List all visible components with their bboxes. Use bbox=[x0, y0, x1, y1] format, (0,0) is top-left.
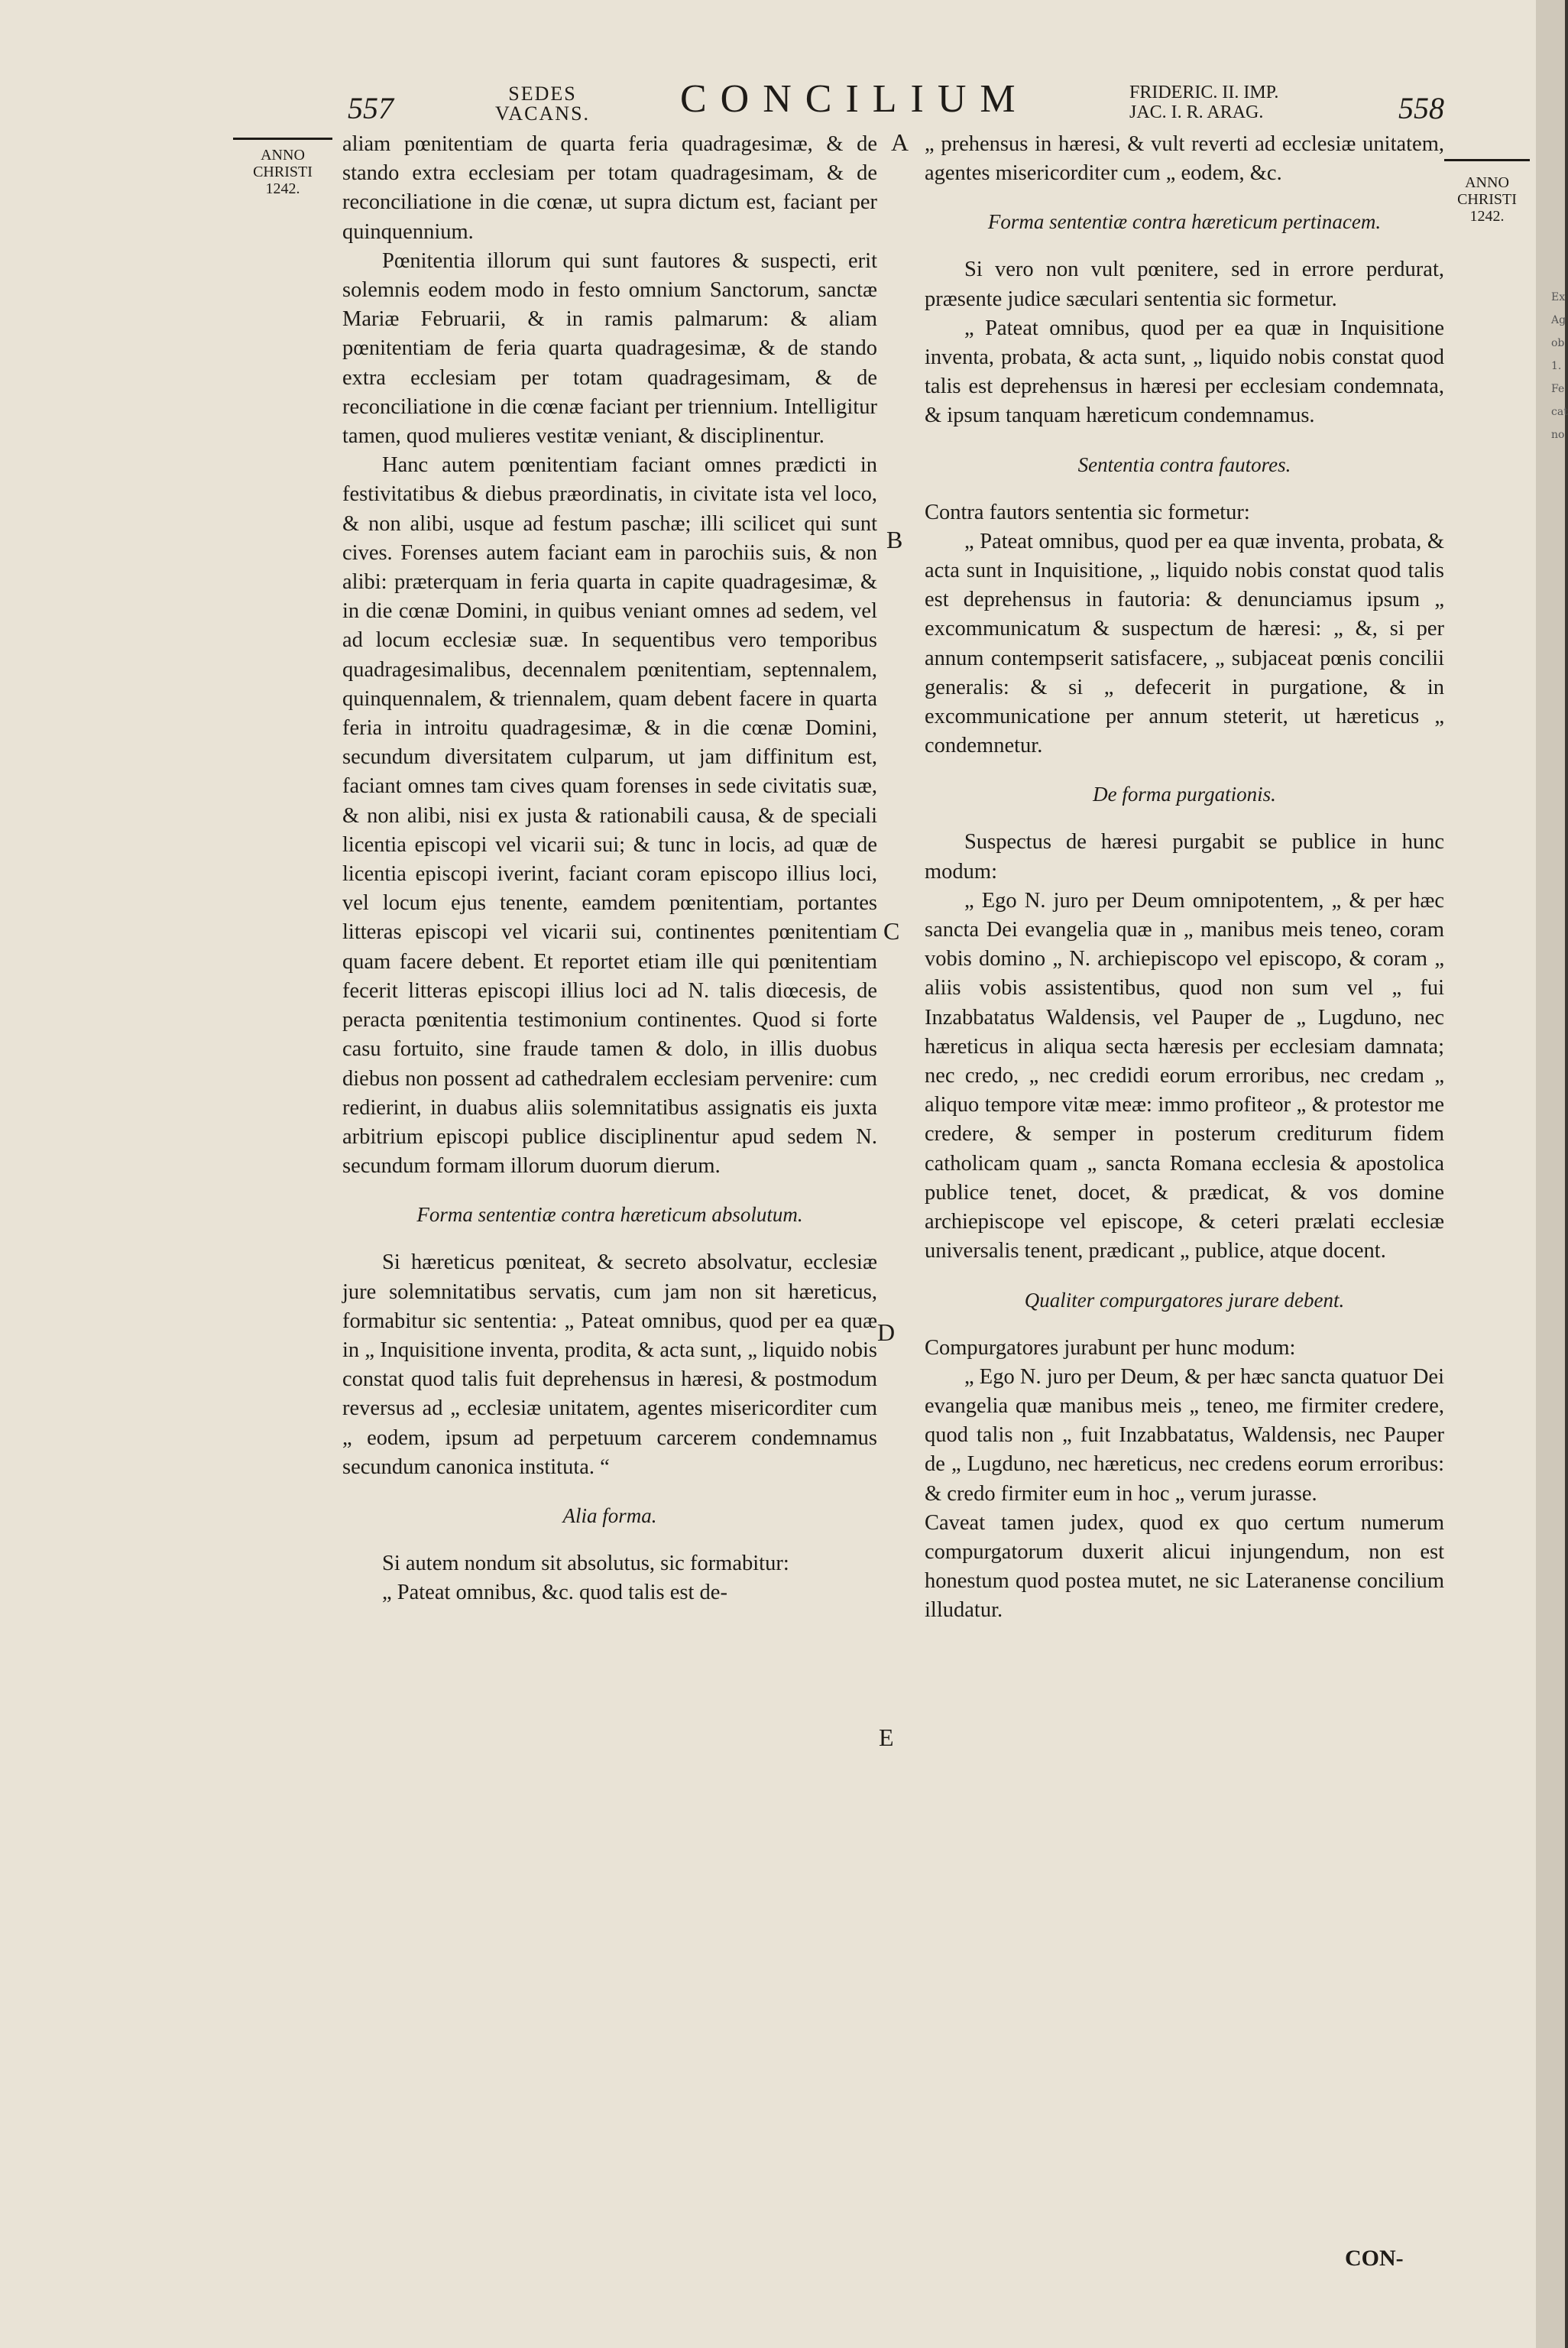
catchword: CON- bbox=[1345, 2246, 1404, 2271]
paragraph: „ Pateat omnibus, quod per ea quæ inventa, probata, & acta sunt in Inquisitione, „ liquido nobis constat quod talis est deprehensus in fautoria: & denunciamus ipsum „ excommunicatum & suspectum de hæresi: „ &, si per annum contempserit satisfacere, „ subjaceat pœnis concilii generalis: & si „ defecerit in purgatione, & in excommunicatione per annum steterit, ut hæreticus „ condemnetur. bbox=[925, 529, 1444, 758]
paragraph: „ Ego N. juro per Deum omnipotentem, „ & per hæc sancta Dei evangelia quæ in „ manibus meis teneo, coram vobis domino „ N. archiepiscopo vel episcopo, & coram „ aliis vobis assistentibus, quod non sum vel „ fui Inzabbatatus Waldensis, vel Pauper de „ Lugduno, nec hæreticus in aliqua secta hæresis per ecclesiam damnata; nec credo, „ nec credidi eorum erroribus, nec credam „ aliquo tempore vitæ meæ: immo profiteor „ & protestor me credere, & semper in posterum crediturum fidem catholicam quam „ sancta Romana ecclesia & apostolica publice tenet, docet, & prædicat, & vos domine archiepiscope vel episcope, & ceteri prælati ecclesiæ universalis tenent, prædicant „ publice, atque docent. bbox=[925, 888, 1444, 1263]
paragraph: Caveat tamen judex, quod ex quo certum numerum compurgatorum duxerit alicui injungendum, non est honestum quod postea mutet, ne sic Lateranense concilium illudatur. bbox=[925, 1510, 1444, 1623]
paragraph: Pœnitentia illorum qui sunt fautores & suspecti, erit solemnis eodem modo in festo omnium Sanctorum, sanctæ Mariæ Februarii, & in ramis palmarum: & aliam pœnitentiam de feria quarta quadragesimæ, & de stando extra ecclesiam per totam quadragesimam, & de reconciliatione in die cœnæ faciant per triennium. Intelligitur tamen, quod mulieres vestitæ veniant, & disciplinentur. bbox=[342, 248, 877, 449]
right-header-line-1: FRIDERIC. II. IMP. bbox=[1129, 83, 1279, 102]
edge-fragment: Ex bbox=[1551, 291, 1566, 303]
edge-fragment: ob bbox=[1551, 337, 1565, 349]
paragraph: Compurgatores jurabunt per hunc modum: bbox=[925, 1335, 1296, 1360]
margin-anno: ANNO bbox=[261, 147, 305, 164]
paragraph: Si autem nondum sit absolutus, sic formabitur: bbox=[382, 1551, 789, 1575]
margin-christi: CHRISTI bbox=[1457, 191, 1517, 208]
margin-rule-right bbox=[1444, 159, 1530, 161]
running-title: CONCILIUM bbox=[680, 77, 1029, 121]
paragraph: „ Ego N. juro per Deum, & per hæc sancta quatuor Dei evangelia quæ manibus meis „ teneo, me firmiter credere, quod talis non „ fuit Inzabbatatus, Waldensis, nec Pauper de „ Lugduno, nec hæreticus, nec credens eorum erroribus: & credo firmiter eum in hoc „ verum jurasse. bbox=[925, 1364, 1444, 1506]
margin-year: 1242. bbox=[265, 180, 300, 197]
margin-christi: CHRISTI bbox=[253, 164, 313, 180]
sede-line-2: VACANS. bbox=[494, 102, 591, 125]
paragraph: „ prehensus in hæresi, & vult reverti ad ecclesiæ unitatem, agentes misericorditer cum „ eodem, &c. bbox=[925, 132, 1444, 186]
sede-line-1: SEDES bbox=[508, 83, 577, 105]
edge-fragment: cat bbox=[1551, 406, 1568, 418]
edge-fragment: Ag bbox=[1551, 314, 1566, 326]
paragraph: aliam pœnitentiam de quarta feria quadragesimæ, & de stando extra ecclesiam per totam quadragesimam, & de reconciliatione in die cœnæ, ut supra dictum est, faciant per quinquennium. bbox=[342, 132, 877, 244]
section-heading: Forma sententiæ contra hæreticum absolutum. bbox=[416, 1203, 803, 1227]
section-letter-a: A bbox=[891, 128, 909, 156]
page-number-left: 557 bbox=[348, 91, 394, 125]
running-header-right bbox=[1129, 83, 1278, 122]
section-heading: Qualiter compurgatores jurare debent. bbox=[1024, 1288, 1345, 1312]
section-heading: De forma purgationis. bbox=[1093, 783, 1276, 806]
margin-note-right bbox=[1444, 174, 1530, 225]
section-heading: Sententia contra fautores. bbox=[1077, 452, 1291, 476]
section-letter-e: E bbox=[879, 1724, 894, 1751]
paragraph: Suspectus de hæresi purgabit se publice in hunc modum: bbox=[925, 830, 1444, 884]
margin-year: 1242. bbox=[1469, 208, 1505, 225]
section-heading: Forma sententiæ contra hæreticum pertinacem. bbox=[987, 210, 1382, 234]
edge-fragment: no bbox=[1551, 429, 1565, 441]
paragraph: Hanc autem pœnitentiam faciant omnes prædicti in festivitatibus & diebus præordinatis, in civitate ista vel loco, & non alibi, usque ad festum paschæ; illi scilicet qui sunt cives. Forenses autem faciant eam in parochiis suis, & non alibi: præterquam in feria quarta in capite quadragesimæ, & in die cœnæ Domini, in quibus veniant omnes ad sedem, vel ad locum ecclesiæ suæ. In sequentibus vero temporibus quadragesimalibus, decennalem pœnitentiam, septennalem, quinquennalem, & triennalem, quam debent facere in quarta feria in introitu quadragesimæ, & in die cœnæ Domini, secundum diversitatem culparum, ut jam diffinitum est, faciant omnes tam cives quam forenses in sede civitatis suæ, & non alibi, nisi ex justa & rationabili causa, & de speciali licentia episcopi vel vicarii sui; & tunc in locis, ad quæ de licentia episcopi iverint, faciant coram episcopo illius loci, vel locum ejus tenente, eamdem pœnitentiam, portantes litteras episcopi vel vicarii sui, continentes pœnitentiam quam facere debent. Et reportet etiam ille qui pœnitentiam fecerit litteras episcopi illius loci ad N. talis diœcesis, de peracta pœnitentia testimonium continentes. Quod si forte casu fortuito, sine fraude tamen & dolo, in illis duobus diebus non possent ad cathedralem ecclesiam pervenire: cum redierint, in duabus aliis solemnitatibus assignatis eis juxta arbitrium episcopi publice disciplinentur apud sedem N. secundum formam illorum duorum dierum. bbox=[342, 453, 877, 1179]
right-header-line-2: JAC. I. R. ARAG. bbox=[1129, 102, 1264, 122]
edge-fragment: 1. bbox=[1551, 360, 1562, 372]
page-number-right: 558 bbox=[1398, 91, 1444, 125]
section-letter-d: D bbox=[877, 1318, 896, 1346]
paragraph: „ Pateat omnibus, &c. quod talis est de- bbox=[382, 1581, 727, 1605]
paragraph: Si vero non vult pœnitere, sed in errore perdurat, præsente judice sæculari sententia sic formetur. bbox=[925, 258, 1444, 311]
paragraph: Contra fautors sententia sic formetur: bbox=[925, 500, 1250, 524]
facing-page-edge bbox=[1536, 0, 1568, 2348]
edge-fragment: Fe bbox=[1551, 383, 1565, 395]
section-heading: Alia forma. bbox=[562, 1503, 657, 1527]
left-column bbox=[342, 130, 877, 1607]
margin-anno: ANNO bbox=[1465, 174, 1509, 191]
section-letter-c: C bbox=[883, 917, 900, 945]
paragraph: Si hæreticus pœniteat, & secreto absolvatur, ecclesiæ jure solemnitatibus servatis, cum jam non sit hæreticus, formabitur sic sententia: „ Pateat omnibus, quod per ea quæ in „ Inquisitione inventa, prodita, & acta sunt, „ liquido nobis constat quod talis fuit deprehensus in hæresi, & postmodum reversus ad „ ecclesiæ unitatem, agentes misericorditer cum „ eodem, ipsum ad perpetuum carcerem condemnamus secundum canonica instituta. “ bbox=[342, 1250, 877, 1479]
margin-note-left bbox=[233, 147, 332, 197]
right-column bbox=[925, 130, 1444, 1626]
running-header-sede bbox=[474, 84, 611, 124]
paragraph: „ Pateat omnibus, quod per ea quæ in Inquisitione inventa, probata, & acta sunt, „ liquido nobis constat quod talis est deprehensus in hæresi per ecclesiam condemnata, & ipsum tanquam hæreticum condemnamus. bbox=[925, 316, 1444, 428]
margin-rule-left bbox=[233, 138, 332, 140]
section-letter-b: B bbox=[886, 526, 903, 553]
